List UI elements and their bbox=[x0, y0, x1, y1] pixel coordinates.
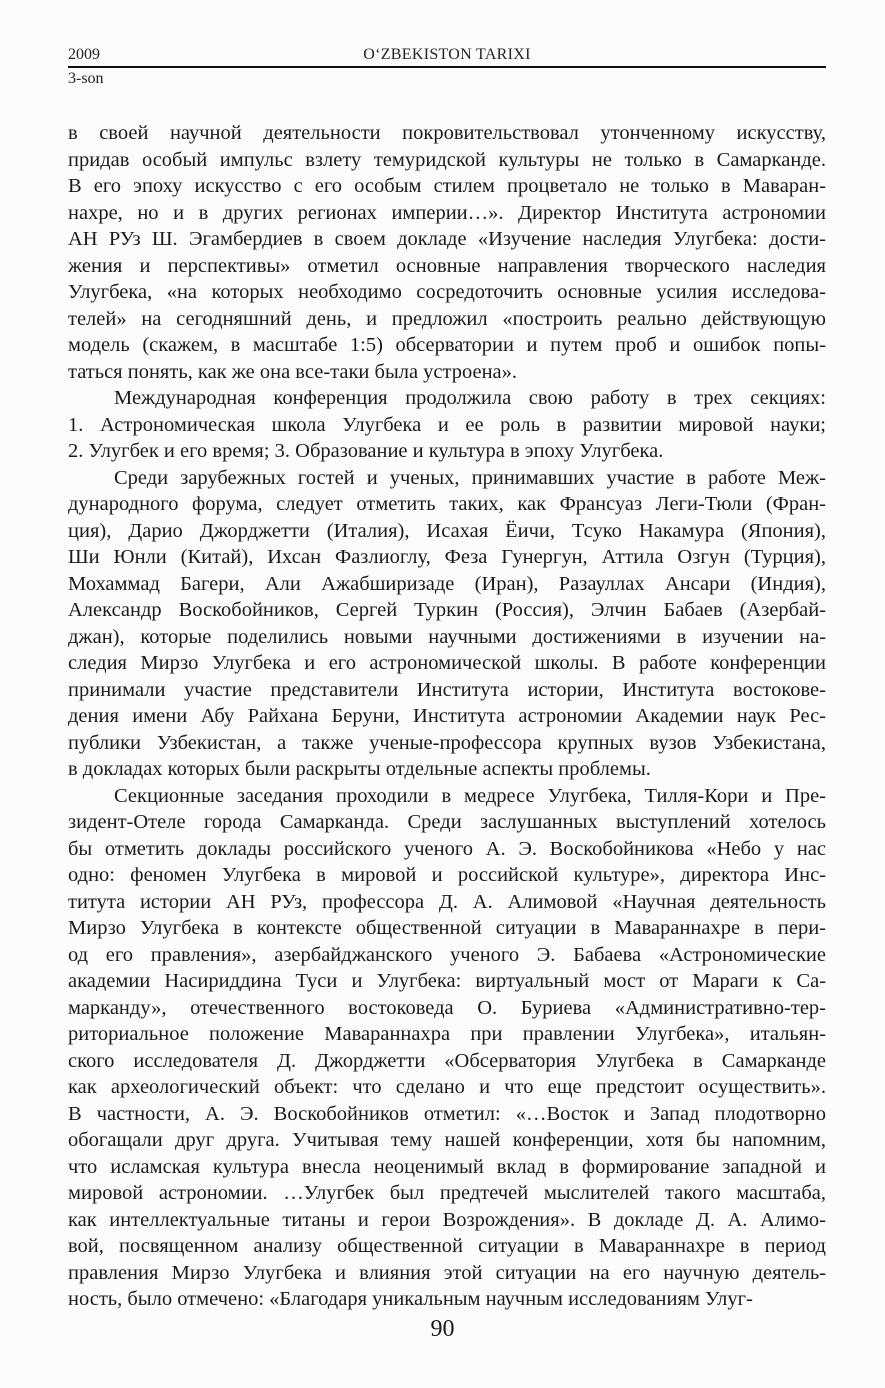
header-journal-title: O‘ZBEKISTON TARIXI bbox=[363, 46, 531, 63]
text-line: жения и перспективы» отметил основные направления творческого наследия bbox=[68, 254, 826, 277]
text-line: риториальное положение Мавараннахра при правлении Улугбека», итальян- bbox=[68, 1023, 826, 1045]
paragraph bbox=[68, 120, 826, 385]
text-line: как археологический объект: что сделано и что еще предстоит осуществить». bbox=[68, 1076, 826, 1098]
text-line: бы отметить доклады российского ученого А. Э. Воскобойникова «Небо у нас bbox=[68, 837, 826, 860]
text-line: в своей научной деятельности покровительствовал утонченному искусству, bbox=[68, 122, 826, 144]
text-line: 1. Астрономическая школа Улугбека и ее роль в развитии мировой науки; bbox=[68, 413, 826, 436]
text-line: В частности, А. Э. Воскобойников отметил: «…Восток и Запад плодотворно bbox=[68, 1102, 826, 1125]
text-line: ность, было отмечено: «Благодаря уникальным научным исследованиям Улуг- bbox=[68, 1288, 753, 1310]
text-line: правления Мирзо Улугбека и влияния этой ситуации на его научную деятель- bbox=[68, 1261, 826, 1284]
text-line: АН РУз Ш. Эгамбердиев в своем докладе «Изучение наследия Улугбека: дости- bbox=[68, 228, 826, 250]
header-rule bbox=[68, 66, 826, 68]
header-year: 2009 bbox=[68, 46, 100, 63]
article-body bbox=[68, 120, 826, 1313]
text-line: таться понять, как же она все-таки была устроена». bbox=[68, 360, 518, 383]
text-line: публики Узбекистан, а также ученые-профессора крупных вузов Узбекистана, bbox=[68, 731, 826, 754]
text-line: Среди зарубежных гостей и ученых, принимавших участие в работе Меж- bbox=[114, 466, 826, 489]
page-number: 90 bbox=[430, 1316, 455, 1342]
text-line: джан), которые поделились новыми научными достижениями в изучении на- bbox=[68, 625, 826, 648]
paragraph bbox=[68, 385, 826, 465]
paragraph bbox=[68, 783, 826, 1313]
text-line: мировой астрономии. …Улугбек был предтечей мыслителей такого масштаба, bbox=[68, 1182, 826, 1204]
text-line: Секционные заседания проходили в медресе Улугбека, Тилля-Кори и Пре- bbox=[114, 784, 826, 807]
text-line: ского исследователя Д. Джорджетти «Обсерватория Улугбека в Самарканде bbox=[68, 1049, 826, 1072]
running-header bbox=[68, 44, 826, 68]
text-line: телей» на сегодняшний день, и предложил «построить реально действующую bbox=[68, 307, 826, 330]
text-line: принимали участие представители Института истории, Института востокове- bbox=[68, 678, 826, 701]
text-line: как интеллектуальные титаны и герои Возрождения». В докладе Д. А. Алимо- bbox=[68, 1208, 826, 1231]
text-line: В его эпоху искусство с его особым стилем процветало не только в Мавaран- bbox=[68, 175, 826, 197]
text-line: титута истории АН РУз, профессора Д. А. Алимовой «Научная деятельность bbox=[68, 890, 826, 913]
text-line: следия Мирзо Улугбека и его астрономической школы. В работе конференции bbox=[68, 652, 826, 674]
text-line: модель (скажем, в масштабе 1:5) обсерватории и путем проб и ошибок попы- bbox=[68, 334, 826, 356]
text-line: Александр Воскобойников, Сергей Туркин (Россия), Элчин Бабаев (Азербай- bbox=[68, 599, 826, 621]
text-line: в докладах которых были раскрыты отдельные аспекты проблемы. bbox=[68, 758, 651, 780]
text-line: 2. Улугбек и его время; 3. Образование и культура в эпоху Улугбека. bbox=[68, 440, 664, 462]
text-line: од его правления», азербайджанского ученого Э. Бабаева «Астрономические bbox=[68, 943, 826, 966]
text-line: что исламская культура внесла неоценимый вклад в формирование западной и bbox=[68, 1155, 826, 1178]
text-line: Мирзо Улугбека в контексте общественной ситуации в Мавараннахре в пери- bbox=[68, 917, 826, 939]
text-line: Международная конференция продолжила свою работу в трех секциях: bbox=[114, 387, 826, 409]
text-line: вой, посвященном анализу общественной ситуации в Мавараннахре в период bbox=[68, 1235, 826, 1257]
paragraph bbox=[68, 465, 826, 783]
text-line: дения имени Абу Райхана Беруни, Института астрономии Академии наук Рес- bbox=[68, 705, 826, 727]
text-line: дународного форума, следует отметить таких, как Франсуаз Леги-Тюли (Фран- bbox=[68, 493, 826, 515]
text-line: нахре, но и в других регионах империи…». Директор Института астрономии bbox=[68, 201, 826, 224]
text-line: обогащали друг друга. Учитывая тему нашей конференции, хотя бы напомним, bbox=[68, 1129, 826, 1151]
text-line: ция), Дарио Джорджетти (Италия), Исахая Ёичи, Тсуко Накамура (Япония), bbox=[68, 519, 826, 542]
text-line: придав особый импульс взлету темуридской культуры не только в Самарканде. bbox=[68, 148, 826, 171]
header-issue: 3-son bbox=[68, 70, 104, 87]
text-line: зидент-Отеле города Самарканда. Среди заслушанных выступлений хотелось bbox=[68, 811, 826, 833]
text-line: марканду», отечественного востоковеда О. Буриева «Административно-тер- bbox=[68, 996, 826, 1019]
text-line: академии Насириддина Туси и Улугбека: виртуальный мост от Мараги к Са- bbox=[68, 970, 826, 992]
text-line: Мохаммад Багери, Али Ажабширизаде (Иран), Разауллах Ансари (Индия), bbox=[68, 572, 826, 595]
text-line: одно: феномен Улугбека в мировой и российской культуре», директора Инс- bbox=[68, 864, 826, 886]
text-line: Ши Юнли (Китай), Ихсан Фазлиоглу, Феза Гунергун, Аттила Озгун (Турция), bbox=[68, 546, 826, 568]
text-line: Улугбека, «на которых необходимо сосредоточить основные усилия исследова- bbox=[68, 281, 826, 303]
